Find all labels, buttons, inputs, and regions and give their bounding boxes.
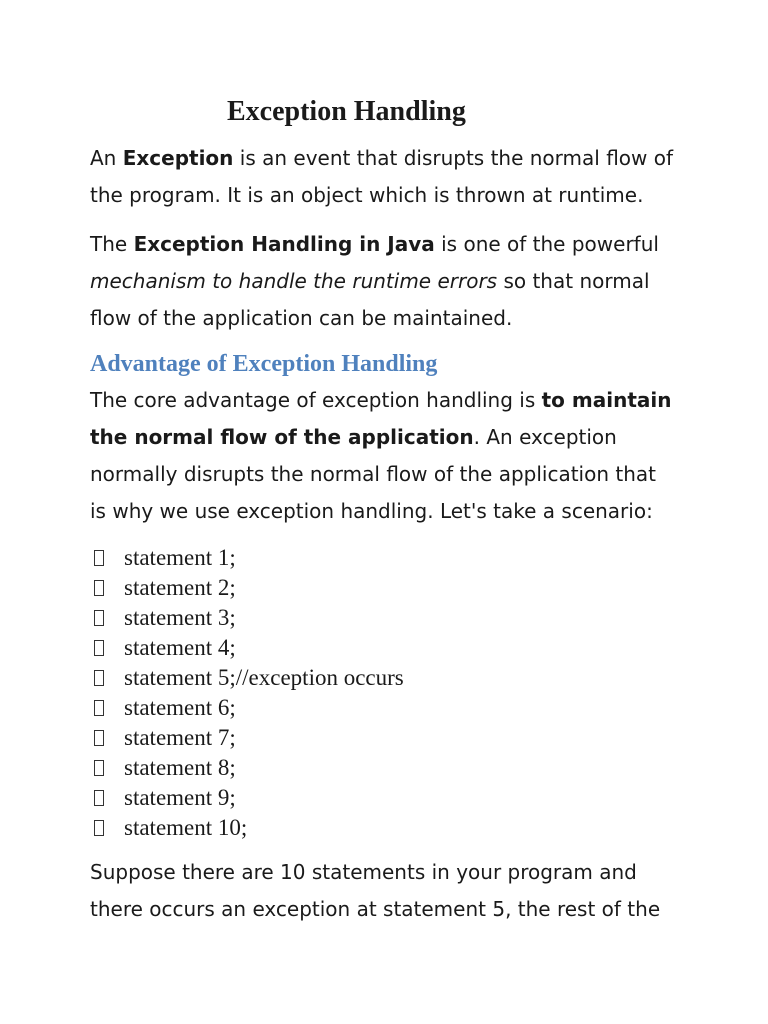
bullet-box-icon: [94, 760, 104, 776]
bullet-box-icon: [94, 550, 104, 566]
statement-list: [90, 543, 404, 843]
list-item: statement 10;: [90, 813, 404, 843]
intro-line-1: An Exception is an event that disrupts the normal flow of: [90, 146, 674, 170]
bullet-box-icon: [94, 610, 104, 626]
bullet-box-icon: [94, 820, 104, 836]
scenario-paragraph: [90, 854, 660, 928]
exception-term: Exception: [122, 146, 234, 170]
bullet-box-icon: [94, 670, 104, 686]
advantage-line-1: The core advantage of exception handling is to maintain: [90, 388, 672, 412]
intro-line-2: the program. It is an object which is thrown at runtime.: [90, 183, 644, 207]
definition-line-3: flow of the application can be maintained.: [90, 306, 513, 330]
list-item: statement 4;: [90, 633, 404, 663]
exception-handling-java-term: Exception Handling in Java: [133, 232, 435, 256]
page-title: Exception Handling: [227, 96, 466, 127]
list-item: statement 1;: [90, 543, 404, 573]
advantage-line-3: normally disrupts the normal flow of the application that: [90, 462, 656, 486]
list-item: statement 6;: [90, 693, 404, 723]
section-heading: Advantage of Exception Handling: [90, 351, 438, 377]
intro-paragraph: [90, 140, 673, 214]
list-item: statement 7;: [90, 723, 404, 753]
advantage-line-2: the normal flow of the application. An exception: [90, 425, 617, 449]
bullet-box-icon: [94, 700, 104, 716]
scenario-line-1: Suppose there are 10 statements in your program and: [90, 860, 637, 884]
definition-paragraph: [90, 226, 659, 337]
list-item: statement 9;: [90, 783, 404, 813]
mechanism-phrase: mechanism to handle the runtime errors: [90, 269, 498, 293]
scenario-line-2: there occurs an exception at statement 5, the rest of the: [90, 897, 661, 921]
list-item: statement 8;: [90, 753, 404, 783]
list-item: statement 2;: [90, 573, 404, 603]
bullet-box-icon: [94, 580, 104, 596]
bullet-box-icon: [94, 640, 104, 656]
list-item: statement 3;: [90, 603, 404, 633]
definition-line-2: mechanism to handle the runtime errors so that normal: [90, 269, 650, 293]
bullet-box-icon: [94, 730, 104, 746]
definition-line-1: The Exception Handling in Java is one of the powerful: [90, 232, 659, 256]
bullet-box-icon: [94, 790, 104, 806]
list-item: statement 5;//exception occurs: [90, 663, 404, 693]
advantage-line-4: is why we use exception handling. Let's take a scenario:: [90, 499, 653, 523]
advantage-paragraph: [90, 382, 671, 530]
